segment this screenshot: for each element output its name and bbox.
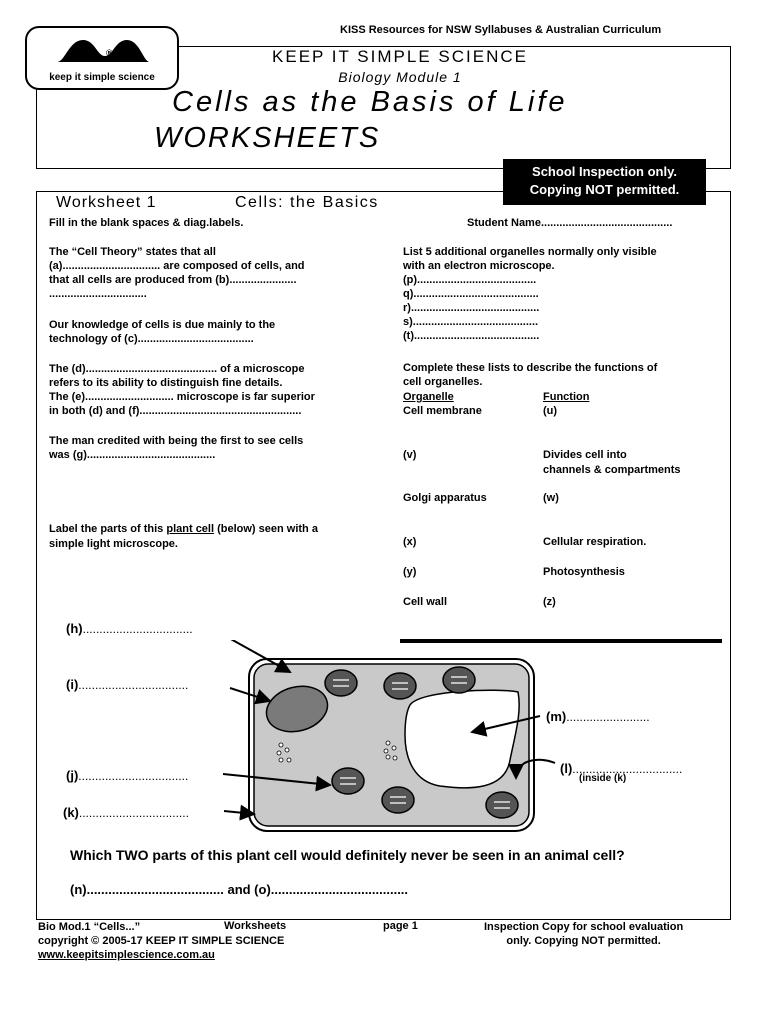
organelle-cell: Golgi apparatus [403, 492, 487, 504]
organelle-cell[interactable]: (v) [403, 449, 417, 461]
footer-worksheets: Worksheets [224, 920, 287, 932]
worksheet-number: Worksheet 1 [56, 194, 157, 211]
text-line[interactable]: was (g).......................................... [49, 449, 216, 461]
page-subtitle: WORKSHEETS [154, 122, 381, 154]
text-line[interactable]: The (d)........................................... of a microscope [49, 363, 305, 375]
blank-line[interactable]: s)......................................... [403, 316, 539, 328]
knowledge-question [49, 318, 275, 346]
text-line: with an electron microscope. [403, 260, 555, 272]
footer-right-line-1: Inspection Copy for school evaluation [484, 921, 684, 933]
text-line: refers to its ability to distinguish fine details. [49, 377, 283, 389]
label-letter: (m) [546, 709, 567, 724]
label-diagram-instruction [49, 522, 318, 552]
text-line: Our knowledge of cells is due mainly to the [49, 319, 276, 331]
inspection-line-2: Copying NOT permitted. [529, 182, 680, 197]
function-cell: Divides cell into [543, 449, 627, 461]
text-line[interactable]: that all cells are produced from (b)...................... [49, 274, 297, 286]
footer-inspection-note [484, 920, 683, 948]
final-question: Which TWO parts of this plant cell would definitely never be seen in an animal cell? [70, 847, 625, 863]
text-line[interactable]: The (e)............................. microscope is far superior [49, 391, 315, 403]
logo-text: keep it simple science [49, 72, 155, 83]
text-line[interactable]: technology of (c)...................................... [49, 333, 254, 345]
plant-cell-diagram [200, 640, 600, 840]
function-cell[interactable]: (w) [543, 492, 559, 504]
label-letter: (k) [63, 805, 79, 820]
series-title: KEEP IT SIMPLE SCIENCE [272, 47, 528, 66]
organelle-cell: Cell wall [403, 596, 448, 608]
underlined-text: plant cell [166, 523, 215, 535]
label-letter: (l) [560, 761, 573, 776]
text-line: Complete these lists to describe the functions of [403, 362, 658, 374]
text-line[interactable]: in both (d) and (f)..................................................... [49, 405, 302, 417]
student-name-field[interactable]: Student Name........................................... [467, 217, 673, 229]
module-name: Biology Module 1 [338, 69, 462, 85]
cell-theory-question [49, 245, 305, 301]
resource-note: KISS Resources for NSW Syllabuses & Australian Curriculum [340, 24, 662, 36]
label-k[interactable] [63, 805, 189, 820]
function-cell: Cellular respiration. [543, 536, 647, 548]
logo-registered-mark: ® [106, 48, 113, 58]
column-header-organelle: Organelle [403, 391, 454, 403]
text-line: The man credited with being the first to see cells [49, 435, 304, 447]
label-letter: (h) [66, 621, 83, 636]
blank-line[interactable]: (t)......................................... [403, 330, 540, 342]
blank-line[interactable]: (p)....................................... [403, 274, 537, 286]
label-blank[interactable]: ................................. [78, 769, 189, 783]
blank-line[interactable]: q)......................................... [403, 288, 539, 300]
column-header-function: Function [543, 391, 590, 403]
label-l-note: (inside (k) [579, 773, 627, 784]
blank-line[interactable]: r).......................................... [403, 302, 540, 314]
first-to-see-cells-question [49, 434, 303, 462]
function-cell[interactable]: (u) [543, 405, 558, 417]
footer-copyright: copyright © 2005-17 KEEP IT SIMPLE SCIENCE [38, 935, 285, 947]
label-blank[interactable]: ................................. [82, 622, 193, 636]
organelle-cell: Cell membrane [403, 405, 482, 417]
instruction: Fill in the blank spaces & diag.labels. [49, 217, 244, 229]
inspection-line-1: School Inspection only. [532, 164, 677, 179]
worksheet-title: Cells: the Basics [235, 194, 379, 211]
text-line[interactable]: ................................ [49, 288, 147, 300]
function-cell: Photosynthesis [543, 566, 625, 578]
organelles-question [403, 245, 657, 343]
label-h[interactable] [66, 621, 193, 636]
organelle-cell[interactable]: (x) [403, 536, 417, 548]
inspection-notice [503, 159, 706, 205]
label-letter: (j) [66, 768, 79, 783]
microscope-question [49, 362, 315, 418]
functions-question [403, 361, 657, 389]
function-cell[interactable]: (z) [543, 596, 556, 608]
text: Label the parts of this [49, 523, 167, 535]
label-m[interactable] [546, 709, 650, 724]
text-line: simple light microscope. [49, 538, 178, 550]
label-blank[interactable]: ................................. [572, 762, 683, 776]
text-line[interactable]: (a)................................ are composed of cells, and [49, 260, 305, 272]
text-line: List 5 additional organelles normally only visible [403, 246, 657, 258]
function-cell: channels & compartments [543, 464, 681, 476]
label-blank[interactable]: ................................. [78, 806, 189, 820]
footer-right-line-2: only. Copying NOT permitted. [506, 935, 661, 947]
text: (below) seen with a [214, 523, 318, 535]
footer-course: Bio Mod.1 “Cells...” [38, 921, 141, 933]
label-j[interactable] [66, 768, 188, 783]
vacuole [405, 690, 519, 788]
page-title: Cells as the Basis of Life [172, 86, 568, 118]
label-i[interactable] [66, 677, 188, 692]
final-answer-blanks[interactable]: (n)...................................... and (o)...................................... [70, 882, 409, 897]
label-blank[interactable]: ................................. [78, 678, 189, 692]
footer-page-number: page 1 [383, 920, 418, 932]
text-line: The “Cell Theory” states that all [49, 246, 216, 258]
text-line: cell organelles. [403, 376, 483, 388]
label-letter: (i) [66, 677, 79, 692]
organelle-cell[interactable]: (y) [403, 566, 417, 578]
label-blank[interactable]: ......................... [566, 710, 650, 724]
footer-website-link[interactable]: www.keepitsimplescience.com.au [38, 949, 215, 961]
